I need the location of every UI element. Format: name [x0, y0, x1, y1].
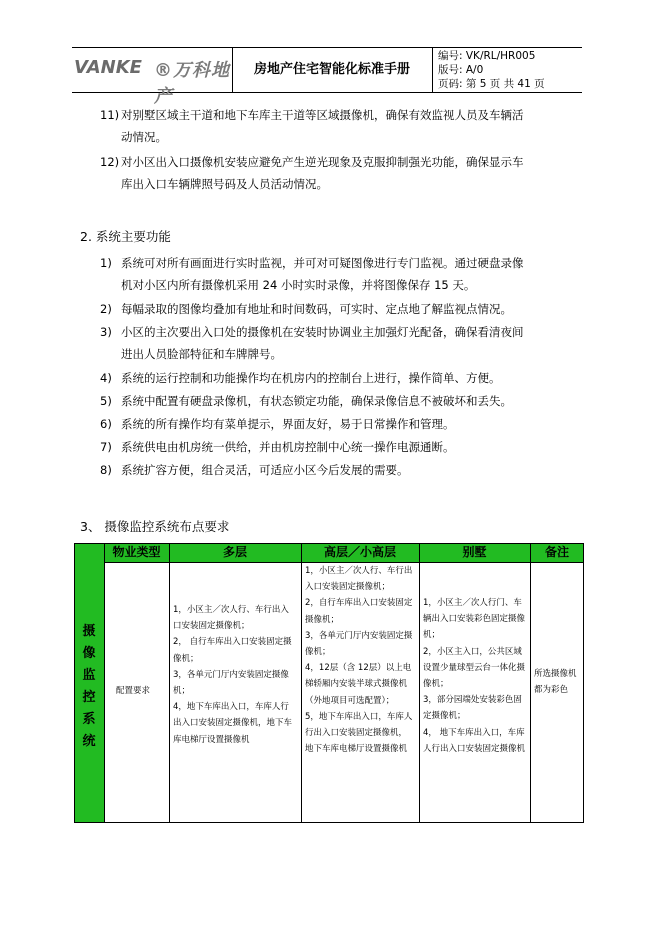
list-item-number: 6) — [100, 417, 112, 431]
side-char: 监 — [82, 668, 96, 683]
manual-title: 房地产住宅智能化标准手册 — [253, 62, 410, 77]
table-rule — [104, 543, 105, 823]
table-cell-entry: 4，地下车库出入口，车库人行出入口安装固定摄像机，地下车库电梯厅设置摄像机 — [173, 702, 293, 745]
document-header — [72, 47, 582, 107]
side-char: 像 — [82, 646, 96, 661]
logo-chinese: ®万科地产 — [154, 60, 230, 107]
table-rule — [104, 562, 584, 563]
list-item-line: 系统的运行控制和功能操作均在机房内的控制台上进行，操作简单、方便。 — [121, 371, 501, 385]
side-char: 摄 — [82, 624, 96, 639]
list-item-number: 8) — [100, 463, 112, 477]
section-heading: 3、 摄像监控系统布点要求 — [80, 519, 230, 534]
cell-high-rise — [301, 561, 419, 823]
table-cell-entry: 4，12层（含 12层）以上电梯轿厢内安装半球式摄像机（外地项目可选配置）； — [305, 663, 412, 706]
doc-version: 版号: A/0 — [438, 64, 484, 76]
section-heading: 2. 系统主要功能 — [80, 229, 171, 244]
side-label-camera-system — [74, 543, 104, 823]
list-item-number: 7) — [100, 440, 112, 454]
table-rule — [74, 822, 584, 823]
table-rule — [169, 543, 170, 823]
cell-multi-storey — [169, 600, 301, 820]
header-cell-multi-storey: 多层 — [169, 543, 301, 562]
list-item-line: 进出人员脸部特征和车牌牌号。 — [121, 347, 282, 361]
table-cell-entry: 2，小区主入口，公共区域设置少量球型云台一体化摄像机； — [423, 646, 526, 690]
table-cell-entry: 1，小区主／次人行、车行出入口安装固定摄像机； — [305, 566, 413, 593]
header-cell-villa: 别墅 — [419, 543, 530, 562]
table-rule — [74, 543, 584, 544]
side-char: 统 — [82, 734, 96, 749]
list-item-number: 1) — [100, 256, 112, 270]
list-item-line: 小区的主次要出入口处的摄像机在安装时协调业主加强灯光配备，确保看清夜间 — [121, 325, 524, 339]
table-cell-entry: 2， 自行车库出入口安装固定摄像机； — [173, 637, 292, 664]
camera-layout-table — [74, 543, 584, 823]
list-item-line: 机对小区内所有摄像机采用 24 小时实时录像，并将图像保存 15 天。 — [121, 278, 476, 292]
table-cell-entry: 1，小区主／次人行、车行出入口安装固定摄像机； — [173, 605, 289, 632]
list-item-line: 对小区出入口摄像机安装应避免产生逆光现象及克服抑制强光功能，确保显示车 — [121, 155, 524, 169]
table-rule — [74, 543, 75, 823]
page-number: 页码: 第 5 页 共 41 页 — [438, 78, 545, 90]
vanke-logo — [74, 57, 230, 107]
header-cell-note: 备注 — [530, 543, 584, 562]
table-cell-entry: 4， 地下车库出入口，车库人行出入口安装固定摄像机 — [423, 727, 526, 754]
list-item-line: 动情况。 — [121, 130, 167, 144]
list-item-line: 系统中配置有硬盘录像机，有状态锁定功能，确保录像信息不被破坏和丢失。 — [121, 394, 512, 408]
table-cell-entry: 3，各单元门厅内安装固定摄像机； — [173, 669, 289, 697]
table-cell-entry: 1，小区主／次人行门、车辆出入口安装彩色固定摄像机； — [423, 598, 526, 641]
list-item-line: 系统扩容方便，组合灵活，可适应小区今后发展的需要。 — [121, 463, 409, 477]
table-cell-entry: 5，地下车库出入口，车库人行出入口安装固定摄像机，地下车库电梯厅设置摄像机 — [305, 711, 413, 755]
list-item-number: 4) — [100, 371, 112, 385]
list-item-line: 系统的所有操作均有菜单提示，界面友好，易于日常操作和管理。 — [121, 417, 455, 431]
table-rule — [301, 543, 302, 823]
list-item-line: 对别墅区域主干道和地下车库主干道等区域摄像机，确保有效监视人员及车辆活 — [121, 108, 524, 122]
header-divider — [432, 47, 433, 93]
header-cell-property-type: 物业类型 — [104, 543, 169, 562]
list-item-line: 每幅录取的图像均叠加有地址和时间数码，可实时、定点地了解监视点情况。 — [121, 302, 512, 316]
row-label-config: 配置要求 — [116, 686, 151, 696]
cell-note: 所选摄像机都为彩色 — [534, 669, 577, 696]
header-cell-high-rise: 高层／小高层 — [301, 543, 419, 562]
cell-villa — [419, 593, 530, 818]
list-item-line: 系统可对所有画面进行实时监视，并可对可疑图像进行专门监视。通过硬盘录像 — [121, 256, 524, 270]
list-item-line: 系统供电由机房统一供给，并由机房控制中心统一操作电源通断。 — [121, 440, 455, 454]
table-cell-entry: 3，部分园端处安装彩色固定摄像机； — [423, 695, 522, 722]
list-item-line: 库出入口车辆牌照号码及人员活动情况。 — [121, 177, 328, 191]
table-rule — [583, 543, 584, 823]
table-rule — [530, 543, 531, 823]
list-item-number: 2) — [100, 302, 112, 316]
table-rule — [419, 543, 420, 823]
list-item-number: 5) — [100, 394, 112, 408]
doc-code: 编号: VK/RL/HR005 — [438, 50, 536, 62]
list-item-number: 3) — [100, 325, 112, 339]
table-cell-entry: 2，自行车库出入口安装固定摄像机； — [305, 598, 413, 625]
side-char: 控 — [82, 690, 96, 705]
list-item-number: 12) — [100, 155, 120, 169]
list-item-number: 11) — [100, 108, 120, 122]
logo-english: VANKE — [74, 57, 142, 78]
table-cell-entry: 3，各单元门厅内安装固定摄像机； — [305, 630, 413, 658]
side-char: 系 — [82, 712, 96, 727]
